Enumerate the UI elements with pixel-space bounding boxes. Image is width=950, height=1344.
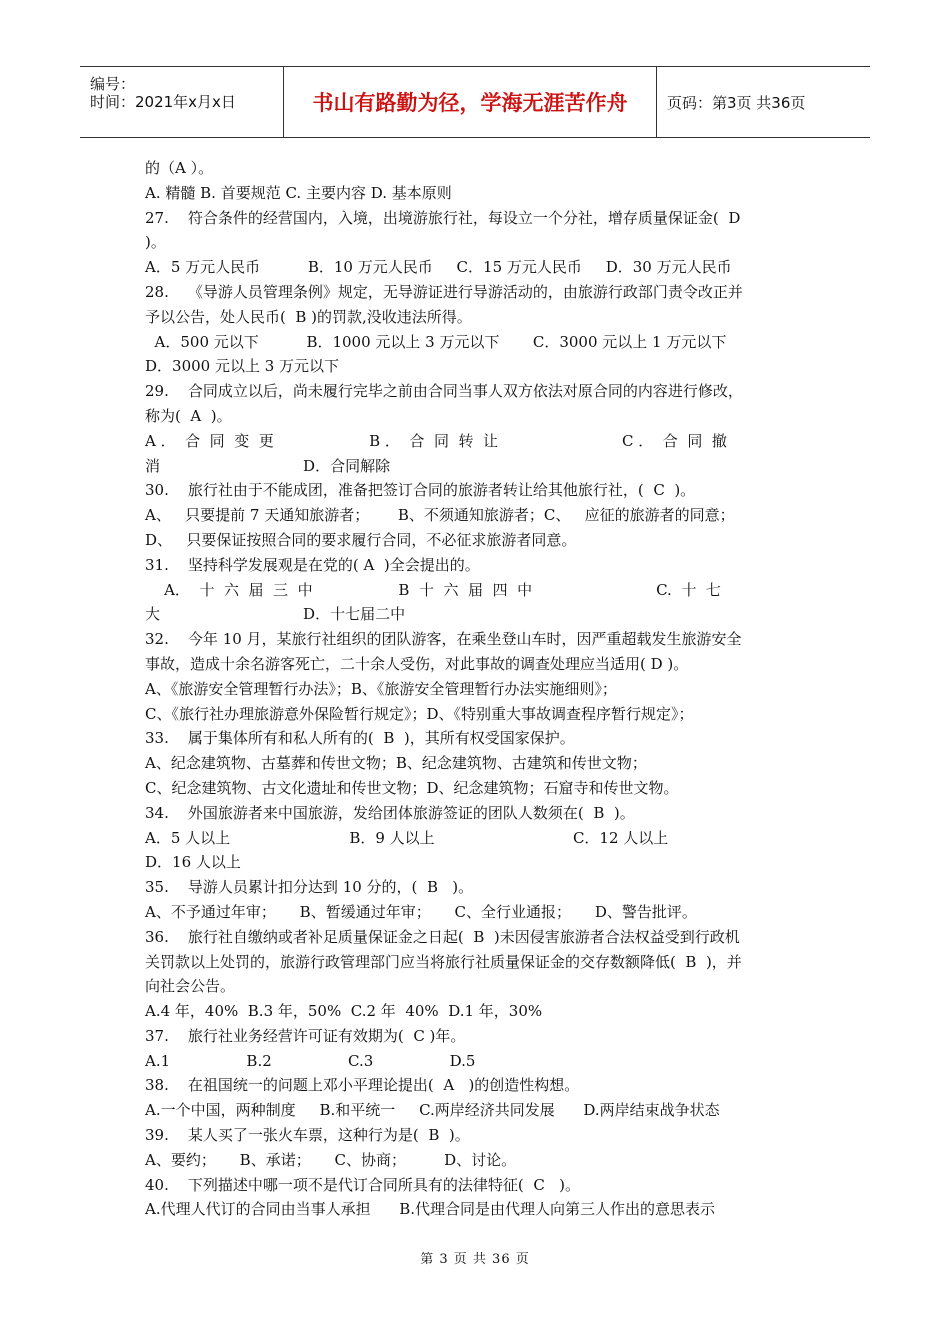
text-line: A.一个中国，两种制度 B.和平统一 C.两岸经济共同发展 D.两岸结束战争状态	[145, 1101, 720, 1120]
text-line: 38. 在祖国统一的问题上邓小平理论提出( A )的创造性构想。	[145, 1076, 580, 1095]
text-line: A. 精髓 B. 首要规范 C. 主要内容 D. 基本原则	[145, 183, 452, 202]
text-line: A.4 年，40% B.3 年，50% C.2 年 40% D.1 年，30%	[145, 1002, 543, 1021]
text-line: 39. 某人买了一张火车票，这种行为是( B )。	[145, 1126, 470, 1145]
text-line: 33. 属于集体所有和私人所有的( B )，其所有权受国家保护。	[145, 729, 575, 748]
text-line: C、《旅行社办理旅游意外保险暂行规定》；D、《特别重大事故调查程序暂行规定》；	[145, 704, 694, 723]
page-footer: 第 3 页 共 36 页	[420, 1252, 530, 1267]
text-line: A．5 人以上 B．9 人以上 C．12 人以上	[145, 828, 669, 847]
text-line: D．3000 元以上 3 万元以下	[145, 357, 340, 376]
text-line: A．500 元以下 B．1000 元以上 3 万元以下 C．3000 元以上 1 万元以下	[145, 332, 727, 351]
text-line: A.代理人代订的合同由当事人承担 B.代理合同是由代理人向第三人作出的意思表示	[145, 1200, 716, 1219]
text-line: 36. 旅行社自缴纳或者补足质量保证金之日起( B )未因侵害旅游者合法权益受到行政机	[145, 927, 740, 946]
text-line: 37. 旅行社业务经营许可证有效期为( C )年。	[145, 1026, 466, 1045]
text-line: A.1 B.2 C.3 D.5	[145, 1051, 476, 1070]
header-motto: 书山有路勤为径，学海无涯苦作舟	[284, 67, 657, 137]
text-line: A、不予通过年审； B、暂缓通过年审； C、全行业通报； D、警告批评。	[145, 902, 697, 921]
text-line: A．5 万元人民币 B．10 万元人民币 C．15 万元人民币 D．30 万元人民币	[145, 258, 732, 277]
document-body	[145, 156, 810, 1222]
text-line: 40. 下列描述中哪一项不是代订合同所具有的法律特征( C )。	[145, 1175, 580, 1194]
page-header	[80, 66, 870, 138]
text-line: A． 十 六 届 三 中 B 十 六 届 四 中 C. 十 七	[145, 580, 721, 599]
text-line: 消 D．合同解除	[145, 456, 391, 475]
text-line: 的（A ）。	[145, 159, 214, 177]
text-line: 32. 今年 10 月，某旅行社组织的团队游客，在乘坐登山车时，因严重超载发生旅游安全	[145, 630, 742, 649]
text-line: 35. 导游人员累计扣分达到 10 分的，( B )。	[145, 878, 474, 897]
text-line: C、纪念建筑物、古文化遗址和传世文物；D、纪念建筑物；石窟寺和传世文物。	[145, 778, 679, 797]
document-number-label: 编号：	[90, 75, 136, 93]
text-line: A、纪念建筑物、古墓葬和传世文物；B、纪念建筑物、古建筑和传世文物；	[145, 754, 647, 773]
text-line: A、 只要提前 7 天通知旅游者； B、不须通知旅游者；C、 应征的旅游者的同意；	[145, 506, 735, 525]
header-meta	[80, 67, 284, 137]
header-page-label: 页码：第3页 共36页	[667, 93, 806, 112]
text-line: 关罚款以上处罚的，旅游行政管理部门应当将旅行社质量保证金的交存数额降低( B )，并	[145, 952, 742, 971]
text-line: 27. 符合条件的经营国内，入境，出境游旅行社，每设立一个分社，增存质量保证金( D	[145, 208, 741, 227]
text-line: A ． 合 同 变 更 B ． 合 同 转 让 C ． 合 同 撤	[145, 431, 727, 450]
text-line: D．16 人以上	[145, 853, 241, 872]
text-line: 28. 《导游人员管理条例》规定，无导游证进行导游活动的，由旅游行政部门责令改正并	[145, 282, 743, 301]
text-line: 30. 旅行社由于不能成团，准备把签订合同的旅游者转让给其他旅行社，( C )。	[145, 481, 696, 500]
text-line: 事故，造成十余名游客死亡，二十余人受伤，对此事故的调查处理应当适用( D )。	[145, 654, 689, 673]
text-line: 向社会公告。	[145, 977, 236, 996]
document-date-label: 时间：2021年x月x日	[90, 93, 236, 111]
text-line: A、要约； B、承诺； C、协商； D、讨论。	[145, 1150, 517, 1169]
text-line: 29. 合同成立以后，尚未履行完毕之前由合同当事人双方依法对原合同的内容进行修改，	[145, 382, 743, 401]
text-line: 34. 外国旅游者来中国旅游，发给团体旅游签证的团队人数须在( B )。	[145, 803, 635, 822]
text-line: 予以公告，处人民币( B )的罚款,没收违法所得。	[145, 307, 472, 326]
text-line: 称为( A )。	[145, 406, 232, 425]
text-line: 31. 坚持科学发展观是在党的( A )全会提出的。	[145, 555, 480, 574]
text-line: )。	[145, 233, 166, 252]
text-line: 大 D．十七届二中	[145, 605, 406, 624]
text-line: D、 只要保证按照合同的要求履行合同，不必征求旅游者同意。	[145, 530, 577, 549]
text-line: A、《旅游安全管理暂行办法》；B、《旅游安全管理暂行办法实施细则》；	[145, 679, 617, 698]
